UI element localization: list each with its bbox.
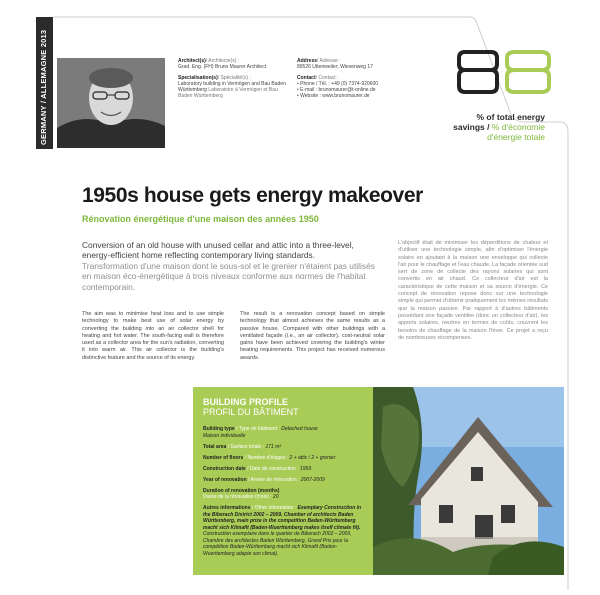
profile-row (203, 505, 363, 557)
article-subtitle: Rénovation énergétique d'une maison des années 1950 (82, 214, 319, 224)
profile-value: 20 (273, 494, 279, 500)
profile-key: Total area (203, 443, 227, 450)
architect-label: Architect(s) (178, 58, 206, 64)
architect-portrait (57, 58, 165, 148)
country-label: GERMANY / ALLEMAGNE 2013 (39, 29, 48, 145)
profile-key: Construction date (203, 465, 246, 472)
contact-label-fr: / Contact : (315, 74, 339, 81)
address-label: Address (297, 58, 318, 64)
profile-value: 2 + attic / 2 + grenier (289, 454, 336, 461)
body-en-column-1: The aim was to minimise heat loss and to use simple technology to make best use of solar energy by converting the building into an air collector shell for heating and hot water. The south-facing wall is therefore used as a collector area for the sun's radiation, converting it into warm air. This air collector is the building's distinctive feature and the source of its energy. (82, 311, 224, 361)
profile-value: 2007-2009 (300, 476, 325, 483)
address-label-fr: / Adresse : (317, 58, 341, 64)
profile-row (203, 488, 363, 501)
body-fr-column: L'objectif était de minimiser les déperditions de chaleur et d'utiliser une technologie simple, afin d'optimiser l'énergie solaire en ajoutant à la maison une enveloppe qui collecte l'air pour le chauffage et l'eau chaude. La façade orientée sud sert de zone de collecte des rayons solaires qui sont convertis en air chaud. Ce collecteur d'air est la caractéristique de cette maison et sa source d'énergie. Ce concept de rénovation repose donc sur une technologie simple qui permet d'obtenir pratiquement les mêmes résultats que la maison passive. Par rapport à d'autres bâtiments possédant une façade ventilée (donc un collecteur d'air), les apports solaires, neutres en termes de coûts, couvrent les besoins de chauffage de la maison l'hiver. Ce projet a reçu de nombreuses récompenses. (398, 240, 548, 341)
profile-title: BUILDING PROFILE (203, 397, 288, 407)
contact-email: • E-mail : brunomaurer@t-online.de (297, 87, 376, 94)
spec-label-fr: / Spécialité(s) : (217, 74, 251, 81)
profile-key: Duration of renovation (months) (203, 487, 280, 494)
profile-row (203, 426, 363, 439)
contact-label: Contact (297, 74, 316, 81)
profile-key-fr: / Other information : (250, 505, 298, 511)
profile-key-fr: / Type de bâtiment : (234, 426, 282, 432)
profile-key: Building type (203, 426, 235, 432)
savings-en: % of total energy savings / (453, 112, 545, 132)
spec-label: Specialisation(s) (178, 74, 218, 81)
profile-key: Autres informations (203, 505, 251, 511)
profile-value: 171 m² (265, 443, 281, 450)
address-value: 89526 Uttenweiler; Wiesenweg 17 (297, 64, 373, 71)
portrait-image (57, 58, 165, 148)
profile-row (203, 444, 363, 451)
house-photo (373, 387, 564, 575)
profile-key-fr: / Nombre d'étages : (243, 454, 290, 461)
contact-phone: • Phone / Tél. : +49 (0) 7374-920600 (297, 80, 379, 87)
profile-subtitle: PROFIL DU BÂTIMENT (203, 407, 299, 417)
profile-value-fr: Construction exemplaire dans le quartier de Biberach 2002 – 2009, Chambre des architectes Baden Württemberg, Grand Prix pour la compétition Baden-Württemberg macht sich Klimafit (Baden-Wuerttemberg adapte son climat). (203, 531, 352, 557)
profile-value: Detached house (281, 426, 318, 432)
body-en-column-2: The result is a renovation concept based on simple technology that almost achieves the same results as a passive house. Compared with other buildings with a ventilated façade (i.e., an air collector), cost-neutral solar gains have been achieved covering the building's winter heating requirements. This project has received numerous awards. (240, 311, 385, 361)
profile-key-fr: Durée de la rénovation (mois) : (203, 494, 274, 500)
savings-caption (445, 112, 545, 142)
profile-row (203, 455, 363, 462)
profile-value: Exemplary Construction in the Biberach District 2002 – 2009, Chamber of architects Baden Württemberg, main prize in the competition Baden-Württemberg macht sich Klimafit (Baden-Wuerttemberg makes itself climate fit). (203, 505, 362, 531)
architect-label-fr: / Architecte(s) : (205, 58, 240, 64)
contact-website: • Website : www.brunomaurer.de (297, 93, 370, 100)
profile-key-fr: / Date de construction : (245, 465, 300, 472)
country-label-wrap (36, 17, 53, 149)
intro-fr: Transformation d'une maison dont le sous-sol et le grenier n'étaient pas utilisés en maison éco-énergétique à trois niveaux conforme aux normes de l'habitat contemporain. (82, 260, 375, 292)
intro-en: Conversion of an old house with unused cellar and attic into a three-level, energy-efficient home reflecting contemporary living standards. (82, 240, 354, 261)
spec-value: Laboratory building in Vermögen and Bau Baden Württemberg (178, 80, 286, 94)
savings-fr: % d'économie d'énergie totale (487, 122, 545, 142)
architect-info (178, 58, 288, 104)
profile-key-fr: / Surface totale : (226, 443, 266, 450)
intro-text (82, 240, 382, 292)
article-title: 1950s house gets energy makeover (82, 184, 423, 207)
profile-row (203, 466, 363, 473)
profile-key-fr: / Année de rénovation : (246, 476, 301, 483)
profile-value-fr: Maison individuelle (203, 432, 246, 439)
profile-value: 1959 (299, 465, 312, 472)
spec-value-fr: Laboratoire à Vermögen et Bau Baden Württemberg (178, 87, 278, 100)
address-info (297, 58, 407, 104)
architect-name: Grad. Eng. (FH) Bruno Maurer Architect (178, 64, 267, 71)
energy-savings-logo (457, 46, 555, 98)
profile-key: Year of renovation (203, 476, 247, 483)
house-image (373, 387, 564, 575)
profile-key: Number of floors (203, 454, 244, 461)
building-profile-box (193, 387, 373, 575)
profile-row (203, 477, 363, 484)
